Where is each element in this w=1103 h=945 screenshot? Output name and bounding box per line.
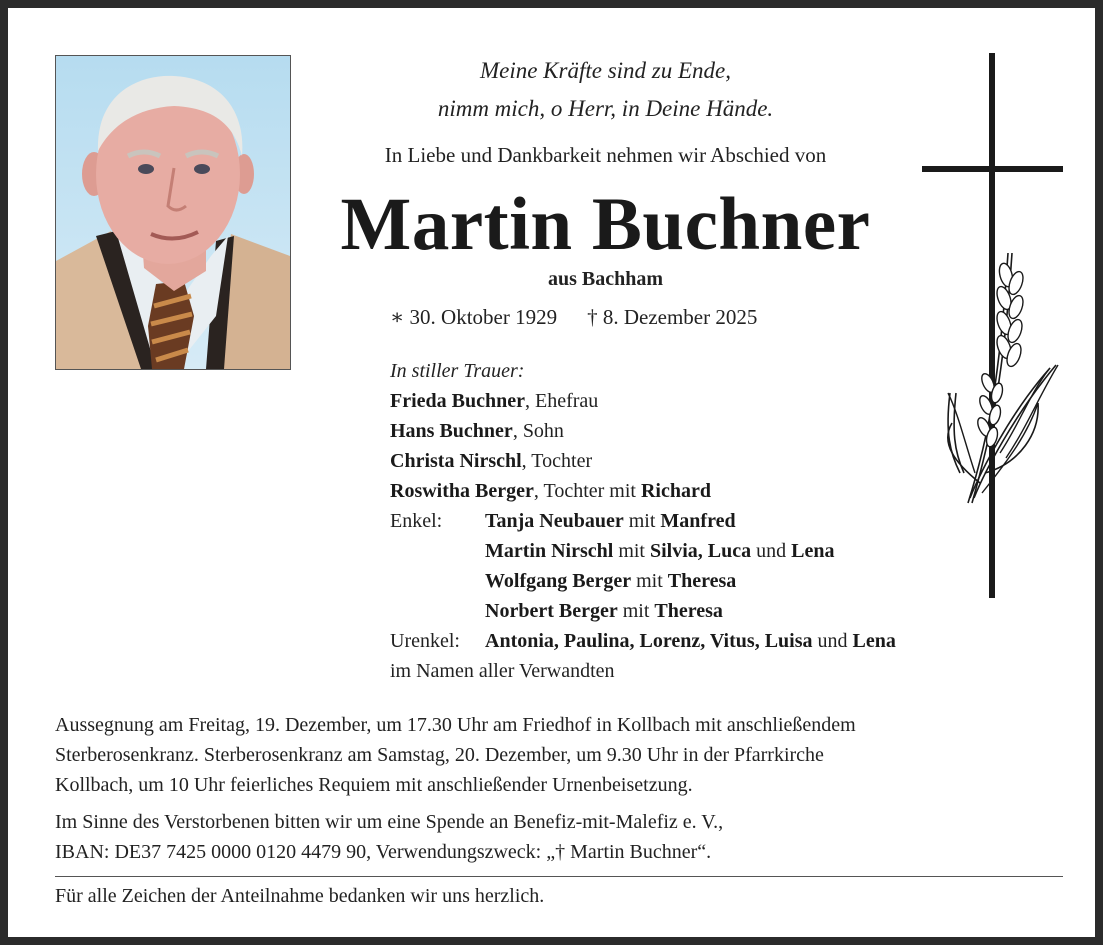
divider — [55, 876, 1063, 877]
mit-text: mit — [623, 510, 661, 532]
grandchild-row — [390, 506, 896, 536]
mourners-list — [390, 356, 896, 686]
mourners-closing: im Namen aller Verwandten — [390, 660, 615, 682]
mourner-row — [390, 386, 896, 416]
mourner-partner: Richard — [640, 480, 711, 502]
grandchild-row — [390, 566, 896, 596]
ceremony-line: Sterberosenkranz. Sterberosenkranz am Samstag, 20. Dezember, um 9.30 Uhr in der Pfarrkirche — [55, 744, 824, 766]
grandchild-partner: Theresa — [654, 600, 723, 622]
grandchild-partner: Silvia — [649, 540, 698, 562]
great-grandchild-name: Lena — [791, 540, 835, 562]
donation-text — [55, 807, 1065, 867]
great-grandchild-name: Vitus — [709, 630, 755, 652]
portrait-photo — [55, 55, 291, 370]
ceremony-line: Aussegnung am Freitag, 19. Dezember, um 17.30 Uhr am Friedhof in Kollbach mit anschließendem — [55, 714, 856, 736]
mourner-name: Roswitha Berger — [390, 480, 534, 502]
grandchild-name: Martin Nirschl — [485, 540, 614, 562]
grandchild-partner: Theresa — [667, 570, 737, 592]
mourner-role: , Tochter mit — [533, 480, 641, 502]
mit-text: mit — [613, 540, 650, 562]
great-grandchild-name: Antonia — [485, 630, 554, 652]
mourners-intro: In stiller Trauer: — [390, 360, 525, 382]
great-grandchildren-label: Urenkel: — [390, 630, 460, 652]
grandchildren-label: Enkel: — [390, 510, 443, 532]
separator: , — [700, 630, 710, 652]
mourner-row — [390, 446, 896, 476]
thanks-text: Für alle Zeichen der Anteilnahme bedanken wir uns herzlich. — [55, 885, 545, 907]
separator: , — [697, 540, 708, 562]
grandchild-partner: Manfred — [660, 510, 736, 532]
grandchild-row — [390, 596, 896, 626]
donation-line: Im Sinne des Verstorbenen bitten wir um eine Spende an Benefiz-mit-Malefiz e. V., — [55, 811, 724, 833]
great-grandchildren-row — [390, 626, 896, 656]
mourner-name: Hans Buchner — [390, 420, 513, 442]
deceased-origin: aus Bachham — [547, 268, 664, 290]
grandchild-name: Tanja Neubauer — [485, 510, 624, 532]
verse — [308, 52, 903, 128]
verse-line-2: nimm mich, o Herr, in Deine Hände. — [437, 96, 774, 121]
deceased-name: Martin Buchner — [340, 183, 871, 266]
mourner-role: , Ehefrau — [525, 390, 599, 412]
mourner-name: Frieda Buchner — [390, 390, 525, 412]
great-grandchild-name: Luisa — [764, 630, 813, 652]
birth-date: ∗ 30. Oktober 1929 — [390, 305, 558, 329]
mourner-row — [390, 476, 896, 506]
separator: , — [553, 630, 564, 652]
great-grandchild-name: Luca — [707, 540, 752, 562]
mit-text: mit — [631, 570, 668, 592]
grandchild-name: Wolfgang Berger — [485, 570, 632, 592]
cross-with-wheat-icon — [920, 53, 1070, 598]
great-grandchild-name: Paulina — [563, 630, 630, 652]
mourner-row — [390, 416, 896, 446]
intro-text: In Liebe und Dankbarkeit nehmen wir Abschied von — [384, 143, 827, 167]
ceremony-text — [55, 710, 1065, 800]
mourner-role: , Tochter — [521, 450, 593, 472]
und-text: und — [812, 630, 853, 652]
donation-line: IBAN: DE37 7425 0000 0120 4479 90, Verwendungszweck: „† Martin Buchner“. — [55, 841, 712, 863]
life-dates — [390, 305, 757, 330]
separator: , — [754, 630, 765, 652]
mourner-name: Christa Nirschl — [390, 450, 522, 472]
ceremony-line: Kollbach, um 10 Uhr feierliches Requiem mit anschließender Urnenbeisetzung. — [55, 774, 693, 796]
grandchild-name: Norbert Berger — [485, 600, 618, 622]
great-grandchild-name: Lena — [852, 630, 896, 652]
grandchild-row — [390, 536, 896, 566]
mit-text: mit — [617, 600, 655, 622]
great-grandchild-name: Lorenz — [639, 630, 701, 652]
death-date: † 8. Dezember 2025 — [587, 305, 758, 329]
und-text: und — [751, 540, 792, 562]
verse-line-1: Meine Kräfte sind zu Ende, — [479, 58, 732, 83]
mourner-role: , Sohn — [512, 420, 564, 442]
separator: , — [629, 630, 640, 652]
funeral-notice — [55, 710, 1065, 867]
